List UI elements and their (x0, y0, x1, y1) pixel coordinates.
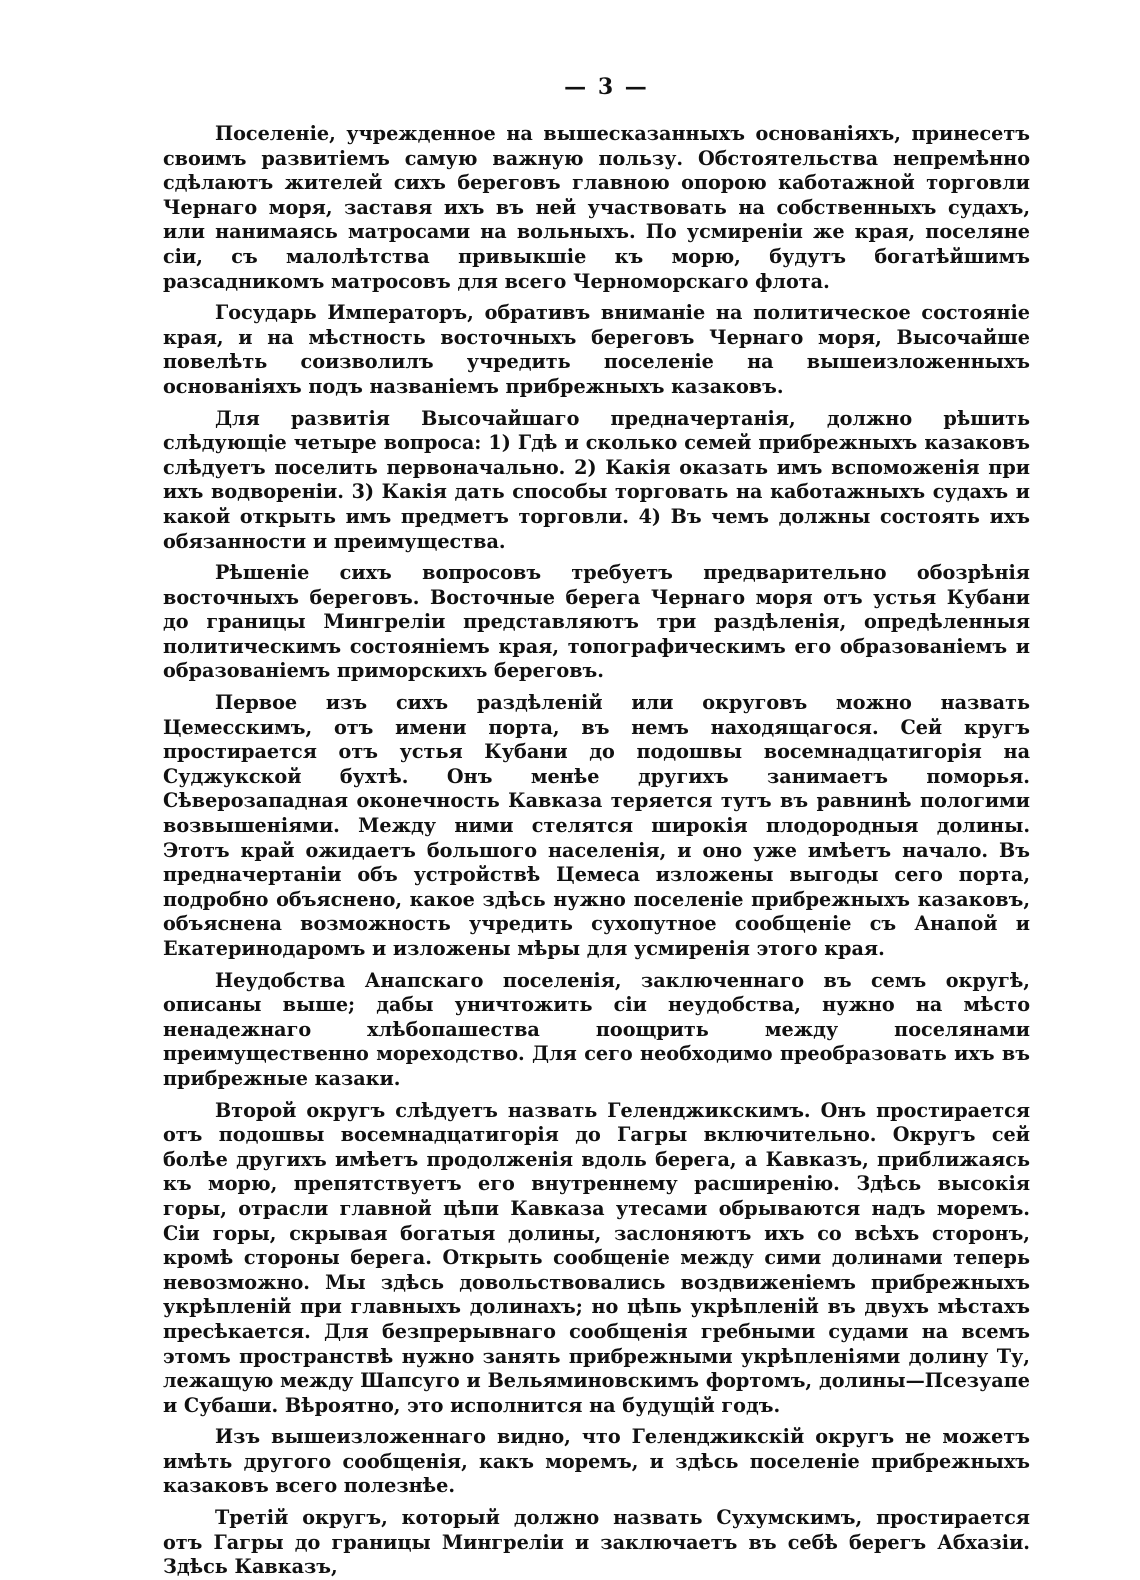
paragraph-9: Третій округъ, который должно назвать Сухумскимъ, простирается отъ Гагры до границы Мингреліи и заключаетъ въ себѣ берегъ Абхазіи. Здѣсь Кавказъ, (163, 1506, 1030, 1579)
paragraph-8: Изъ вышеизложеннаго видно, что Геленджикскій округъ не можетъ имѣть другого сообщенія, какъ моремъ, и здѣсь поселеніе прибрежныхъ казаковъ всего полезнѣе. (163, 1425, 1030, 1498)
paragraph-1: Поселеніе, учрежденное на вышесказанныхъ основаніяхъ, принесетъ своимъ развитіемъ самую важную пользу. Обстоятельства непремѣнно сдѣлаютъ жителей сихъ береговъ главною опорою каботажной торговли Чернаго моря, заставя ихъ въ ней участвовать на собственныхъ судахъ, или нанимаясь матросами на вольныхъ. По усмиреніи же края, поселяне сіи, съ малолѣтства привыкшіе къ морю, будутъ богатѣйшимъ разсадникомъ матросовъ для всего Черноморскаго флота. (163, 122, 1030, 293)
document-page (163, 74, 1030, 1579)
paragraph-6: Неудобства Анапскаго поселенія, заключеннаго въ семъ округѣ, описаны выше; дабы уничтожить сіи неудобства, нужно на мѣсто ненадежнаго хлѣбопашества поощрить между поселянами преимущественно мореходство. Для сего необходимо преобразовать ихъ въ прибрежные казаки. (163, 968, 1030, 1090)
paragraph-7: Второй округъ слѣдуетъ назвать Геленджикскимъ. Онъ простирается отъ подошвы восемнадцатигорія до Гагры включительно. Округъ сей болѣе другихъ имѣетъ продолженія вдоль берега, а Кавказъ, приближаясь къ морю, препятствуетъ его внутреннему расширенію. Здѣсь высокія горы, отрасли главной цѣпи Кавказа утесами обрываются надъ моремъ. Сіи горы, скрывая богатыя долины, заслоняютъ ихъ со всѣхъ сторонъ, кромѣ стороны берега. Открыть сообщеніе между сими долинами теперь невозможно. Мы здѣсь довольствовались воздвиженіемъ прибрежныхъ укрѣпленій при главныхъ долинахъ; но цѣпь укрѣпленій въ двухъ мѣстахъ пресѣкается. Для безпрерывнаго сообщенія гребными судами на всемъ этомъ пространствѣ нужно занять прибрежными укрѣпленіями долину Ту, лежащую между Шапсуго и Вельяминовскимъ фортомъ, долины—Псезуапе и Субаши. Вѣроятно, это исполнится на будущій годъ. (163, 1098, 1030, 1417)
paragraph-2: Государь Императоръ, обративъ вниманіе на политическое состояніе края, и на мѣстность восточныхъ береговъ Чернаго моря, Высочайше повелѣть соизволилъ учредить поселеніе на вышеизложенныхъ основаніяхъ подъ названіемъ прибрежныхъ казаковъ. (163, 301, 1030, 398)
page-number: — 3 — (564, 74, 649, 100)
paragraph-3: Для развитія Высочайшаго предначертанія, должно рѣшить слѣдующіе четыре вопроса: 1) Гдѣ и сколько семей прибрежныхъ казаковъ слѣдуетъ поселить первоначально. 2) Какія оказать имъ вспоможенія при ихъ водвореніи. 3) Какія дать способы торговать на каботажныхъ судахъ и какой открыть имъ предметъ торговли. 4) Въ чемъ должны состоять ихъ обязанности и преимущества. (163, 406, 1030, 553)
paragraph-4: Рѣшеніе сихъ вопросовъ требуетъ предварительно обозрѣнія восточныхъ береговъ. Восточные берега Чернаго моря отъ устья Кубани до границы Мингреліи представляютъ три раздѣленія, опредѣленныя политическимъ состояніемъ края, топографическимъ его образованіемъ и образованіемъ приморскихъ береговъ. (163, 561, 1030, 683)
paragraph-5: Первое изъ сихъ раздѣленій или округовъ можно назвать Цемесскимъ, отъ имени порта, въ немъ находящагося. Сей кругъ простирается отъ устья Кубани до подошвы восемнадцатигорія на Суджукской бухтѣ. Онъ менѣе другихъ занимаетъ поморья. Сѣверозападная оконечность Кавказа теряется тутъ въ равнинѣ пологими возвышеніями. Между ними стелятся широкія плодородныя долины. Этотъ край ожидаетъ большого населенія, и оно уже имѣетъ начало. Въ предначертаніи объ устройствѣ Цемеса изложены выгоды сего порта, подробно объяснено, какое здѣсь нужно поселеніе прибрежныхъ казаковъ, объяснена возможность учредить сухопутное сообщеніе съ Анапой и Екатеринодаромъ и изложены мѣры для усмиренія этого края. (163, 691, 1030, 960)
